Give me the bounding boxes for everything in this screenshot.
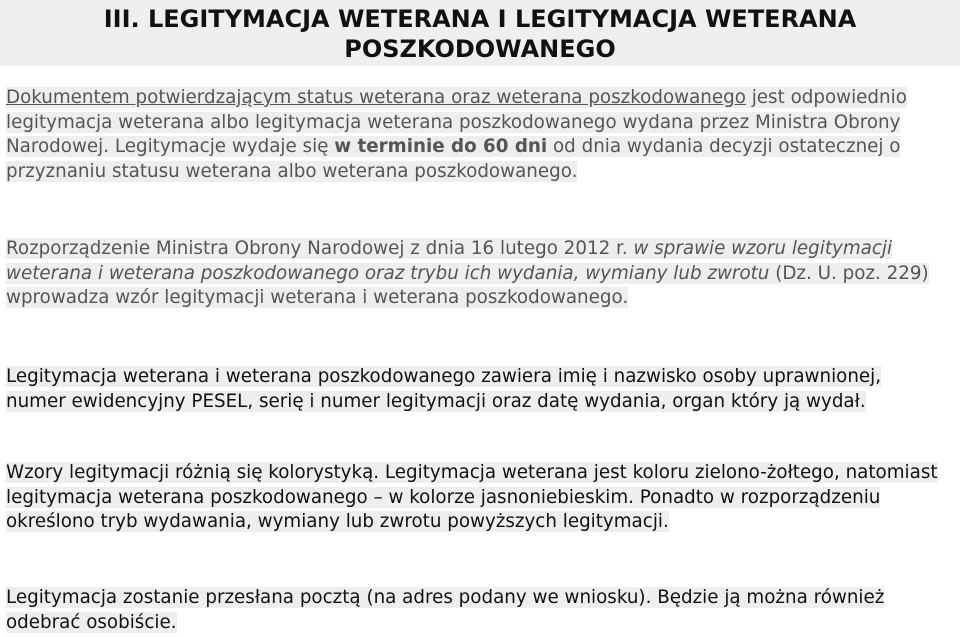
paragraph-3-text: Legitymacja weterana i weterana poszkodowanego zawiera imię i nazwisko osoby uprawnionej, numer ewidencyjny PESEL, serię i numer legitymacji oraz datę wydania, organ który ją wydał. (6, 366, 882, 412)
paragraph-2-text-a: Rozporządzenie Ministra Obrony Narodowej z dnia 16 lutego 2012 r. (6, 238, 634, 259)
paragraph-1-text-b: od dnia wydania decyzji ostatecznej o przyznaniu statusu weterana albo weterana poszkodowanego. (6, 136, 901, 182)
paragraph-regulation (6, 237, 946, 311)
paragraph-delivery (6, 586, 946, 635)
paragraph-1-text-a: jest odpowiednio legitymacja weterana albo legitymacja weterana poszkodowanego wydana przez Ministra Obrony Narodowej. Legitymacje wydaje się (6, 87, 907, 158)
section-heading-line-1: III. LEGITYMACJA WETERANA I LEGITYMACJA WETERANA (103, 5, 857, 33)
status-document-link[interactable]: Dokumentem potwierdzającym status weterana oraz weterana poszkodowanego (6, 87, 746, 108)
paragraph-contents (6, 365, 946, 414)
paragraph-2-text-b: (Dz. U. poz. 229) wprowadza wzór legitymacji weterana i weterana poszkodowanego. (6, 262, 929, 309)
paragraph-2-regulation-title: w sprawie wzoru legitymacji weterana i weterana poszkodowanego oraz trybu ich wydania, wymiany lub zwrotu (6, 238, 893, 284)
paragraph-status-document (6, 86, 946, 184)
section-heading (0, 0, 960, 66)
paragraph-5-text: Legitymacja zostanie przesłana pocztą (na adres podany we wniosku). Będzie ją można również odebrać osobiście. (6, 587, 885, 633)
paragraph-colors (6, 461, 946, 535)
paragraph-4-text: Wzory legitymacji różnią się kolorystyką. Legitymacja weterana jest koloru zielono-żołtego, natomiast legitymacja weterana poszkodowanego – w kolorze jasnoniebieskim. Ponadto w rozporządzeniu określono tryb wydawania, wymiany lub zwrotu powyższych legitymacji. (6, 462, 938, 533)
paragraph-1-deadline: w terminie do 60 dni (334, 136, 548, 158)
section-heading-line-2: POSZKODOWANEGO (344, 35, 616, 63)
